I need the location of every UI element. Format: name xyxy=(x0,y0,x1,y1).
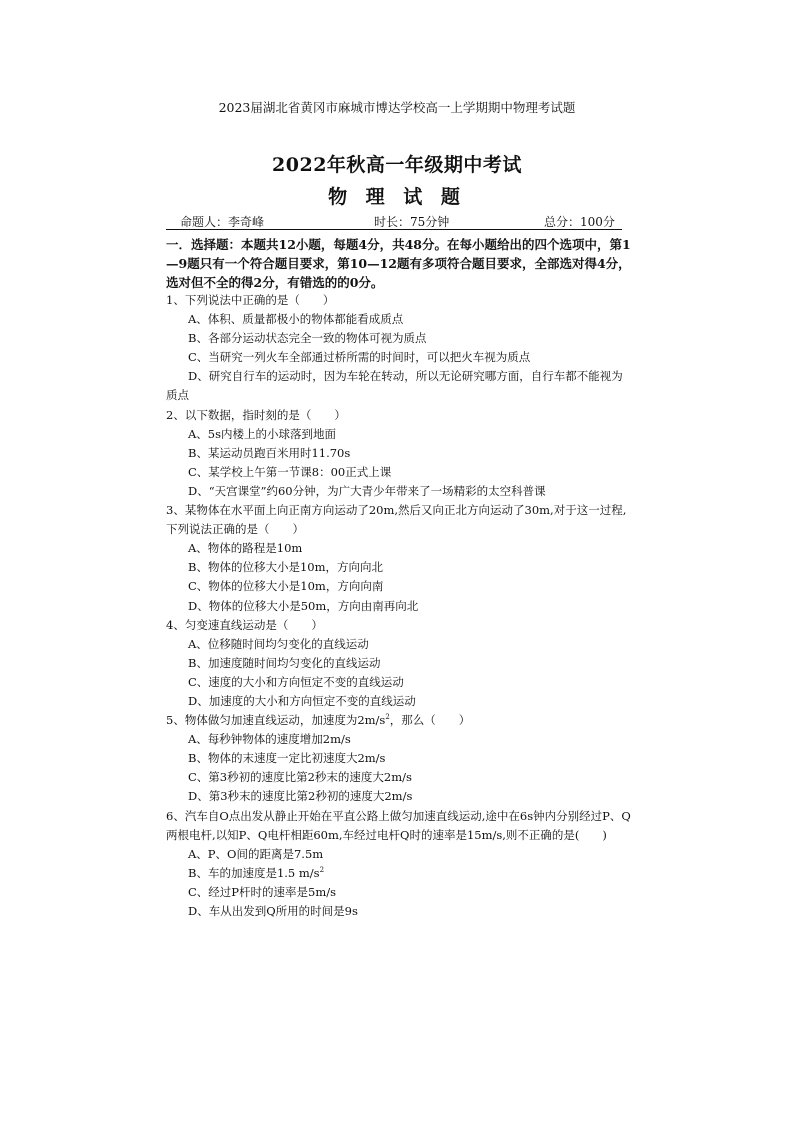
document-title: 2023届湖北省黄冈市麻城市博达学校高一上学期期中物理考试题 xyxy=(218,100,576,115)
question-list xyxy=(166,291,632,921)
option-c: C、当研究一列火车全部通过桥所需的时间时，可以把火车视为质点 xyxy=(188,350,531,365)
option-b: B、物体的末速度一定比初速度大2m/s xyxy=(188,751,386,766)
exam-meta-row xyxy=(166,213,622,230)
duration-label: 时长：75分钟 xyxy=(374,215,450,229)
question-4 xyxy=(166,616,632,711)
option-a: A、每秒钟物体的速度增加2m/s xyxy=(188,732,351,747)
option-d: D、研究自行车的运动时，因为车轮在转动，所以无论研究哪方面，自行车都不能视为质点 xyxy=(166,369,623,403)
option-a: A、物体的路程是10m xyxy=(188,541,303,556)
question-stem: 2、以下数据，指时刻的是（ ） xyxy=(166,407,346,422)
option-a: A、5s内楼上的小球落到地面 xyxy=(188,426,337,441)
total-score-label: 总分：100分 xyxy=(544,215,615,229)
option-b: B、某运动员跑百米用时11.70s xyxy=(188,445,351,460)
superscript: 2 xyxy=(319,865,325,874)
stem-text: 5、物体做匀加速直线运动，加速度为2m/s xyxy=(166,713,386,728)
question-6 xyxy=(166,807,632,922)
option-c: C、速度的大小和方向恒定不变的直线运动 xyxy=(188,674,404,689)
subject-title: 物 理 试 题 xyxy=(328,186,466,208)
question-5 xyxy=(166,711,632,806)
option-a: A、体积、质量都极小的物体都能看成质点 xyxy=(188,312,404,327)
option-b xyxy=(188,864,632,883)
option-a: A、位移随时间均匀变化的直线运动 xyxy=(188,636,369,651)
question-stem xyxy=(166,711,632,730)
option-b: B、各部分运动状态完全一致的物体可视为质点 xyxy=(188,331,427,346)
option-d: D、物体的位移大小是50m，方向由南再向北 xyxy=(188,598,419,613)
option-c: C、第3秒初的速度比第2秒末的速度大2m/s xyxy=(188,770,412,785)
question-stem: 6、汽车自O点出发从静止开始在平直公路上做匀加速直线运动,途中在6s钟内分别经过P、Q两根电杆,以知P、Q电杆相距60m,车经过电杆Q时的速率是15m/s,则不正确的是( ) xyxy=(166,808,631,842)
question-1 xyxy=(166,291,632,406)
question-stem: 1、下列说法中正确的是（ ） xyxy=(166,293,335,307)
option-c: C、经过P杆时的速率是5m/s xyxy=(188,884,337,899)
option-d: D、车从出发到Q所用的时间是9s xyxy=(188,904,358,918)
stem-text-end: ，那么（ ） xyxy=(389,713,471,728)
exam-title: 2022年秋高一年级期中考试 xyxy=(272,154,522,176)
option-c: C、某学校上午第一节课8：00正式上课 xyxy=(188,464,392,479)
author-label: 命题人：李奇峰 xyxy=(180,215,265,229)
option-a: A、P、O间的距离是7.5m xyxy=(188,846,324,861)
option-b-text: B、车的加速度是1.5 m/s xyxy=(188,865,320,880)
superscript: 2 xyxy=(385,713,390,722)
option-b: B、加速度随时间均匀变化的直线运动 xyxy=(188,655,381,670)
option-d: D、加速度的大小和方向恒定不变的直线运动 xyxy=(188,693,416,708)
question-2 xyxy=(166,406,632,501)
question-stem: 3、某物体在水平面上向正南方向运动了20m,然后又向正北方向运动了30m,对于这一过程,下列说法正确的是（ ） xyxy=(166,503,627,537)
option-d: D、第3秒末的速度比第2秒初的速度大2m/s xyxy=(188,789,413,804)
option-c: C、物体的位移大小是10m，方向向南 xyxy=(188,579,384,594)
question-stem: 4、匀变速直线运动是（ ） xyxy=(166,617,323,632)
option-b: B、物体的位移大小是10m，方向向北 xyxy=(188,560,383,575)
question-3 xyxy=(166,501,632,616)
section-heading: 一．选择题：本题共12小题，每题4分，共48分。在每小题给出的四个选项中，第1—9题只有一个符合题目要求，第10—12题有多项符合题目要求，全部选对得4分，选对但不全的得2分，有错选的的0分。 xyxy=(166,237,631,290)
option-d: D、“天宫课堂”约60分钟，为广大青少年带来了一场精彩的太空科普课 xyxy=(188,483,546,498)
